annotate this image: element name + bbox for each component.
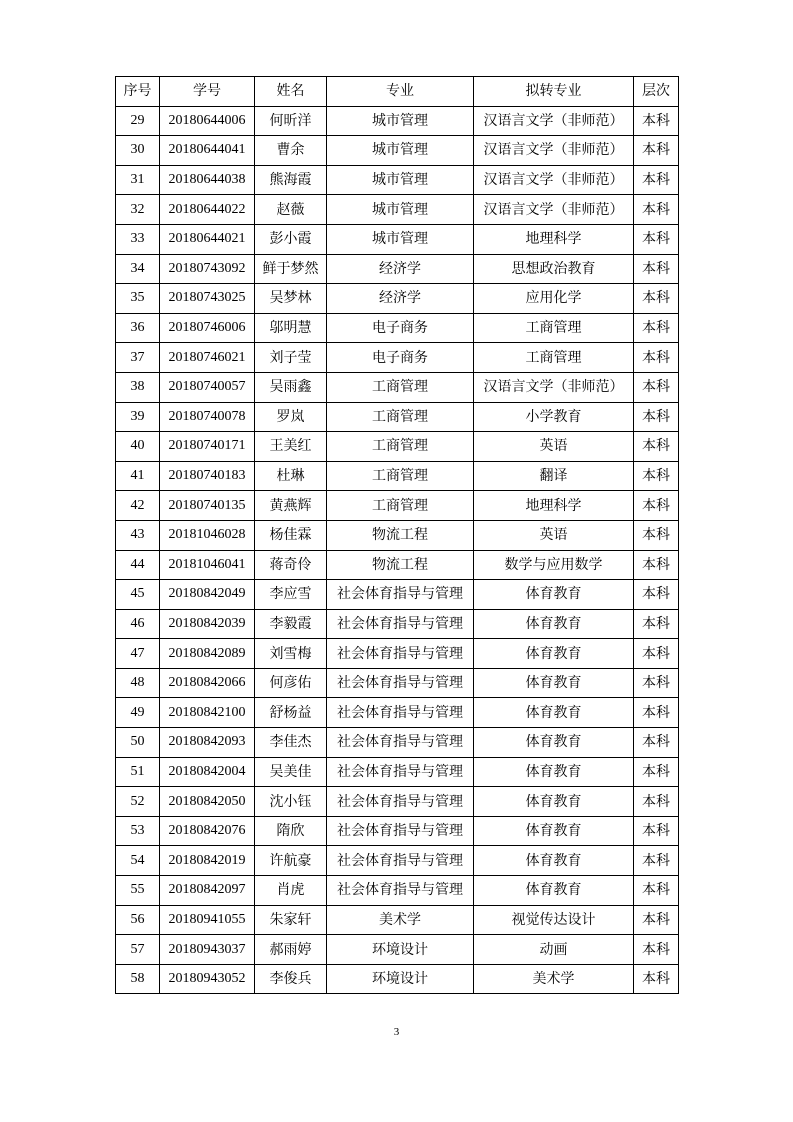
cell-index: 30 bbox=[116, 136, 160, 166]
cell-index: 47 bbox=[116, 639, 160, 669]
table-row bbox=[116, 580, 679, 610]
cell-index: 48 bbox=[116, 668, 160, 698]
table-row bbox=[116, 195, 679, 225]
table-header bbox=[116, 77, 679, 107]
cell-level: 本科 bbox=[634, 372, 679, 402]
cell-student-id: 20180941055 bbox=[160, 905, 255, 935]
cell-level: 本科 bbox=[634, 876, 679, 906]
cell-major: 城市管理 bbox=[327, 165, 474, 195]
cell-index: 36 bbox=[116, 313, 160, 343]
cell-major: 社会体育指导与管理 bbox=[327, 757, 474, 787]
cell-target-major: 小学教育 bbox=[474, 402, 634, 432]
cell-student-id: 20180740171 bbox=[160, 432, 255, 462]
cell-level: 本科 bbox=[634, 136, 679, 166]
cell-major: 工商管理 bbox=[327, 372, 474, 402]
cell-name: 吴梦林 bbox=[255, 284, 327, 314]
cell-target-major: 体育教育 bbox=[474, 639, 634, 669]
cell-name: 彭小霞 bbox=[255, 224, 327, 254]
cell-student-id: 20180743092 bbox=[160, 254, 255, 284]
cell-major: 物流工程 bbox=[327, 520, 474, 550]
table-row bbox=[116, 165, 679, 195]
cell-index: 45 bbox=[116, 580, 160, 610]
cell-level: 本科 bbox=[634, 313, 679, 343]
cell-index: 44 bbox=[116, 550, 160, 580]
cell-target-major: 工商管理 bbox=[474, 313, 634, 343]
cell-index: 54 bbox=[116, 846, 160, 876]
cell-index: 41 bbox=[116, 461, 160, 491]
cell-name: 王美红 bbox=[255, 432, 327, 462]
cell-target-major: 体育教育 bbox=[474, 816, 634, 846]
cell-student-id: 20180644006 bbox=[160, 106, 255, 136]
cell-student-id: 20180842066 bbox=[160, 668, 255, 698]
cell-student-id: 20180943052 bbox=[160, 964, 255, 994]
table-row bbox=[116, 609, 679, 639]
cell-student-id: 20180644038 bbox=[160, 165, 255, 195]
cell-target-major: 思想政治教育 bbox=[474, 254, 634, 284]
cell-name: 吴雨鑫 bbox=[255, 372, 327, 402]
cell-level: 本科 bbox=[634, 520, 679, 550]
cell-major: 城市管理 bbox=[327, 136, 474, 166]
cell-name: 舒杨益 bbox=[255, 698, 327, 728]
cell-index: 55 bbox=[116, 876, 160, 906]
cell-level: 本科 bbox=[634, 106, 679, 136]
cell-student-id: 20180842004 bbox=[160, 757, 255, 787]
cell-student-id: 20180740078 bbox=[160, 402, 255, 432]
header-row bbox=[116, 77, 679, 107]
cell-index: 37 bbox=[116, 343, 160, 373]
cell-student-id: 20180842019 bbox=[160, 846, 255, 876]
cell-major: 环境设计 bbox=[327, 964, 474, 994]
cell-major: 社会体育指导与管理 bbox=[327, 728, 474, 758]
table-row bbox=[116, 639, 679, 669]
cell-name: 杜琳 bbox=[255, 461, 327, 491]
cell-major: 电子商务 bbox=[327, 313, 474, 343]
cell-student-id: 20180842039 bbox=[160, 609, 255, 639]
cell-level: 本科 bbox=[634, 432, 679, 462]
table-row bbox=[116, 876, 679, 906]
cell-target-major: 体育教育 bbox=[474, 846, 634, 876]
cell-target-major: 体育教育 bbox=[474, 787, 634, 817]
cell-index: 40 bbox=[116, 432, 160, 462]
cell-target-major: 汉语言文学（非师范） bbox=[474, 165, 634, 195]
cell-name: 刘子莹 bbox=[255, 343, 327, 373]
cell-student-id: 20180746021 bbox=[160, 343, 255, 373]
cell-name: 李毅霞 bbox=[255, 609, 327, 639]
cell-index: 32 bbox=[116, 195, 160, 225]
cell-index: 50 bbox=[116, 728, 160, 758]
cell-index: 31 bbox=[116, 165, 160, 195]
cell-major: 美术学 bbox=[327, 905, 474, 935]
table-row bbox=[116, 668, 679, 698]
cell-level: 本科 bbox=[634, 580, 679, 610]
cell-major: 城市管理 bbox=[327, 224, 474, 254]
cell-target-major: 美术学 bbox=[474, 964, 634, 994]
header-target-major: 拟转专业 bbox=[474, 77, 634, 107]
cell-major: 城市管理 bbox=[327, 106, 474, 136]
cell-level: 本科 bbox=[634, 668, 679, 698]
cell-student-id: 20180644022 bbox=[160, 195, 255, 225]
cell-index: 39 bbox=[116, 402, 160, 432]
cell-student-id: 20181046041 bbox=[160, 550, 255, 580]
cell-target-major: 体育教育 bbox=[474, 757, 634, 787]
table-row bbox=[116, 905, 679, 935]
cell-target-major: 体育教育 bbox=[474, 698, 634, 728]
table-row bbox=[116, 224, 679, 254]
cell-major: 工商管理 bbox=[327, 491, 474, 521]
cell-student-id: 20180842076 bbox=[160, 816, 255, 846]
cell-student-id: 20180644021 bbox=[160, 224, 255, 254]
cell-major: 社会体育指导与管理 bbox=[327, 639, 474, 669]
cell-name: 曹余 bbox=[255, 136, 327, 166]
table-row bbox=[116, 343, 679, 373]
cell-level: 本科 bbox=[634, 284, 679, 314]
cell-index: 52 bbox=[116, 787, 160, 817]
cell-level: 本科 bbox=[634, 609, 679, 639]
table-row bbox=[116, 964, 679, 994]
table-row bbox=[116, 846, 679, 876]
cell-level: 本科 bbox=[634, 639, 679, 669]
cell-student-id: 20180740057 bbox=[160, 372, 255, 402]
cell-level: 本科 bbox=[634, 165, 679, 195]
cell-name: 赵薇 bbox=[255, 195, 327, 225]
cell-target-major: 体育教育 bbox=[474, 580, 634, 610]
cell-student-id: 20180842050 bbox=[160, 787, 255, 817]
cell-index: 58 bbox=[116, 964, 160, 994]
cell-index: 46 bbox=[116, 609, 160, 639]
cell-student-id: 20180740183 bbox=[160, 461, 255, 491]
cell-level: 本科 bbox=[634, 195, 679, 225]
cell-level: 本科 bbox=[634, 905, 679, 935]
cell-index: 42 bbox=[116, 491, 160, 521]
header-level: 层次 bbox=[634, 77, 679, 107]
cell-student-id: 20180842100 bbox=[160, 698, 255, 728]
table-row bbox=[116, 935, 679, 965]
cell-name: 肖虎 bbox=[255, 876, 327, 906]
cell-target-major: 工商管理 bbox=[474, 343, 634, 373]
cell-name: 刘雪梅 bbox=[255, 639, 327, 669]
cell-index: 51 bbox=[116, 757, 160, 787]
cell-level: 本科 bbox=[634, 757, 679, 787]
page-number: 3 bbox=[393, 1026, 400, 1038]
cell-major: 社会体育指导与管理 bbox=[327, 846, 474, 876]
cell-target-major: 汉语言文学（非师范） bbox=[474, 106, 634, 136]
cell-name: 何彦佑 bbox=[255, 668, 327, 698]
cell-name: 黄燕辉 bbox=[255, 491, 327, 521]
cell-index: 57 bbox=[116, 935, 160, 965]
cell-student-id: 20180740135 bbox=[160, 491, 255, 521]
cell-target-major: 体育教育 bbox=[474, 876, 634, 906]
cell-level: 本科 bbox=[634, 491, 679, 521]
cell-target-major: 动画 bbox=[474, 935, 634, 965]
table-row bbox=[116, 432, 679, 462]
cell-target-major: 应用化学 bbox=[474, 284, 634, 314]
cell-target-major: 体育教育 bbox=[474, 609, 634, 639]
cell-major: 社会体育指导与管理 bbox=[327, 609, 474, 639]
cell-name: 李佳杰 bbox=[255, 728, 327, 758]
cell-name: 郝雨婷 bbox=[255, 935, 327, 965]
cell-target-major: 汉语言文学（非师范） bbox=[474, 136, 634, 166]
table-row bbox=[116, 136, 679, 166]
cell-name: 朱家轩 bbox=[255, 905, 327, 935]
cell-name: 沈小钰 bbox=[255, 787, 327, 817]
cell-target-major: 翻译 bbox=[474, 461, 634, 491]
cell-level: 本科 bbox=[634, 728, 679, 758]
cell-target-major: 英语 bbox=[474, 432, 634, 462]
cell-name: 许航豪 bbox=[255, 846, 327, 876]
cell-student-id: 20180842089 bbox=[160, 639, 255, 669]
cell-target-major: 数学与应用数学 bbox=[474, 550, 634, 580]
cell-level: 本科 bbox=[634, 964, 679, 994]
header-index: 序号 bbox=[116, 77, 160, 107]
cell-level: 本科 bbox=[634, 816, 679, 846]
cell-target-major: 地理科学 bbox=[474, 224, 634, 254]
table-row bbox=[116, 757, 679, 787]
cell-name: 熊海霞 bbox=[255, 165, 327, 195]
cell-target-major: 汉语言文学（非师范） bbox=[474, 195, 634, 225]
cell-level: 本科 bbox=[634, 935, 679, 965]
cell-major: 工商管理 bbox=[327, 461, 474, 491]
cell-student-id: 20180842049 bbox=[160, 580, 255, 610]
table-row bbox=[116, 106, 679, 136]
cell-name: 何昕洋 bbox=[255, 106, 327, 136]
cell-target-major: 汉语言文学（非师范） bbox=[474, 372, 634, 402]
cell-target-major: 体育教育 bbox=[474, 668, 634, 698]
cell-student-id: 20180842097 bbox=[160, 876, 255, 906]
cell-major: 经济学 bbox=[327, 254, 474, 284]
cell-target-major: 视觉传达设计 bbox=[474, 905, 634, 935]
table-row bbox=[116, 461, 679, 491]
table-row bbox=[116, 816, 679, 846]
cell-target-major: 地理科学 bbox=[474, 491, 634, 521]
cell-index: 34 bbox=[116, 254, 160, 284]
cell-major: 工商管理 bbox=[327, 402, 474, 432]
cell-level: 本科 bbox=[634, 402, 679, 432]
cell-major: 环境设计 bbox=[327, 935, 474, 965]
cell-target-major: 体育教育 bbox=[474, 728, 634, 758]
cell-student-id: 20180943037 bbox=[160, 935, 255, 965]
cell-index: 43 bbox=[116, 520, 160, 550]
cell-name: 隋欣 bbox=[255, 816, 327, 846]
table-row bbox=[116, 402, 679, 432]
cell-major: 城市管理 bbox=[327, 195, 474, 225]
table-row bbox=[116, 491, 679, 521]
cell-level: 本科 bbox=[634, 787, 679, 817]
cell-level: 本科 bbox=[634, 461, 679, 491]
cell-name: 邬明慧 bbox=[255, 313, 327, 343]
cell-name: 罗岚 bbox=[255, 402, 327, 432]
cell-major: 社会体育指导与管理 bbox=[327, 580, 474, 610]
cell-student-id: 20180842093 bbox=[160, 728, 255, 758]
cell-major: 物流工程 bbox=[327, 550, 474, 580]
table-row bbox=[116, 313, 679, 343]
cell-name: 李应雪 bbox=[255, 580, 327, 610]
cell-major: 经济学 bbox=[327, 284, 474, 314]
cell-index: 35 bbox=[116, 284, 160, 314]
table-row bbox=[116, 254, 679, 284]
cell-level: 本科 bbox=[634, 254, 679, 284]
table-row bbox=[116, 550, 679, 580]
cell-name: 李俊兵 bbox=[255, 964, 327, 994]
cell-name: 杨佳霖 bbox=[255, 520, 327, 550]
cell-major: 社会体育指导与管理 bbox=[327, 668, 474, 698]
transfer-roster-table bbox=[115, 76, 679, 994]
table-row bbox=[116, 787, 679, 817]
cell-major: 电子商务 bbox=[327, 343, 474, 373]
table-row bbox=[116, 728, 679, 758]
cell-student-id: 20180644041 bbox=[160, 136, 255, 166]
cell-major: 社会体育指导与管理 bbox=[327, 876, 474, 906]
header-name: 姓名 bbox=[255, 77, 327, 107]
table-body bbox=[116, 106, 679, 994]
cell-major: 社会体育指导与管理 bbox=[327, 787, 474, 817]
cell-index: 29 bbox=[116, 106, 160, 136]
cell-student-id: 20180743025 bbox=[160, 284, 255, 314]
cell-major: 工商管理 bbox=[327, 432, 474, 462]
cell-level: 本科 bbox=[634, 846, 679, 876]
table-row bbox=[116, 372, 679, 402]
table-row bbox=[116, 284, 679, 314]
cell-name: 吴美佳 bbox=[255, 757, 327, 787]
cell-index: 53 bbox=[116, 816, 160, 846]
cell-major: 社会体育指导与管理 bbox=[327, 698, 474, 728]
cell-student-id: 20180746006 bbox=[160, 313, 255, 343]
cell-major: 社会体育指导与管理 bbox=[327, 816, 474, 846]
cell-level: 本科 bbox=[634, 698, 679, 728]
cell-level: 本科 bbox=[634, 224, 679, 254]
cell-level: 本科 bbox=[634, 550, 679, 580]
cell-index: 33 bbox=[116, 224, 160, 254]
cell-index: 38 bbox=[116, 372, 160, 402]
cell-level: 本科 bbox=[634, 343, 679, 373]
header-student-id: 学号 bbox=[160, 77, 255, 107]
cell-student-id: 20181046028 bbox=[160, 520, 255, 550]
cell-name: 蒋奇伶 bbox=[255, 550, 327, 580]
cell-target-major: 英语 bbox=[474, 520, 634, 550]
table-row bbox=[116, 520, 679, 550]
table-row bbox=[116, 698, 679, 728]
cell-index: 56 bbox=[116, 905, 160, 935]
cell-name: 鲜于梦然 bbox=[255, 254, 327, 284]
cell-index: 49 bbox=[116, 698, 160, 728]
header-major: 专业 bbox=[327, 77, 474, 107]
